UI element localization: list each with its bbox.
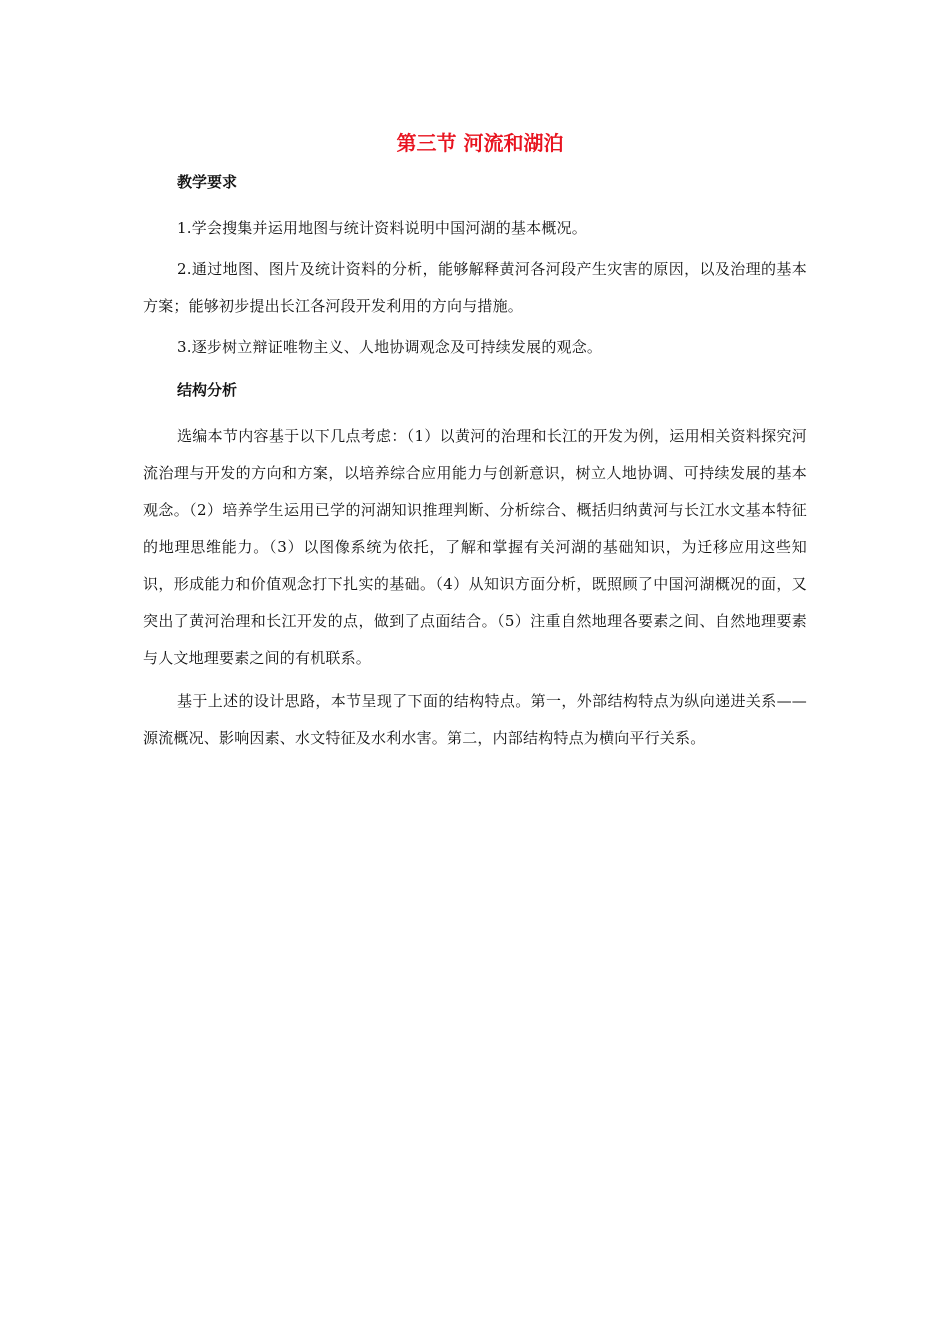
structure-analysis-body: [143, 418, 807, 757]
analysis-paragraph: 选编本节内容基于以下几点考虑：（1）以黄河的治理和长江的开发为例，运用相关资料探究河流治理与开发的方向和方案，以培养综合应用能力与创新意识，树立人地协调、可持续发展的基本观念。（2）培养学生运用已学的河湖知识推理判断、分析综合、概括归纳黄河与长江水文基本特征的地理思维能力。（3）以图像系统为依托，了解和掌握有关河湖的基础知识，为迁移应用这些知识，形成能力和价值观念打下扎实的基础。（4）从知识方面分析，既照顾了中国河湖概况的面，又突出了黄河治理和长江开发的点，做到了点面结合。（5）注重自然地理各要素之间、自然地理要素与人文地理要素之间的有机联系。: [143, 427, 807, 667]
document-page: [143, 128, 807, 757]
document-title: 第三节 河流和湖泊: [396, 131, 564, 155]
requirement-paragraph: 1.学会搜集并运用地图与统计资料说明中国河湖的基本概况。: [177, 219, 587, 237]
section-heading-teaching-requirements: 教学要求: [177, 173, 238, 191]
requirement-paragraph: 3.逐步树立辩证唯物主义、人地协调观念及可持续发展的观念。: [177, 338, 603, 356]
requirement-paragraph: 2.通过地图、图片及统计资料的分析，能够解释黄河各河段产生灾害的原因，以及治理的基本方案；能够初步提出长江各河段开发利用的方向与措施。: [143, 260, 807, 315]
section-heading-structure-analysis: 结构分析: [177, 381, 238, 399]
teaching-requirements-list: [143, 210, 807, 366]
analysis-paragraph: 基于上述的设计思路，本节呈现了下面的结构特点。第一，外部结构特点为纵向递进关系——源流概况、影响因素、水文特征及水利水害。第二，内部结构特点为横向平行关系。: [143, 692, 807, 747]
